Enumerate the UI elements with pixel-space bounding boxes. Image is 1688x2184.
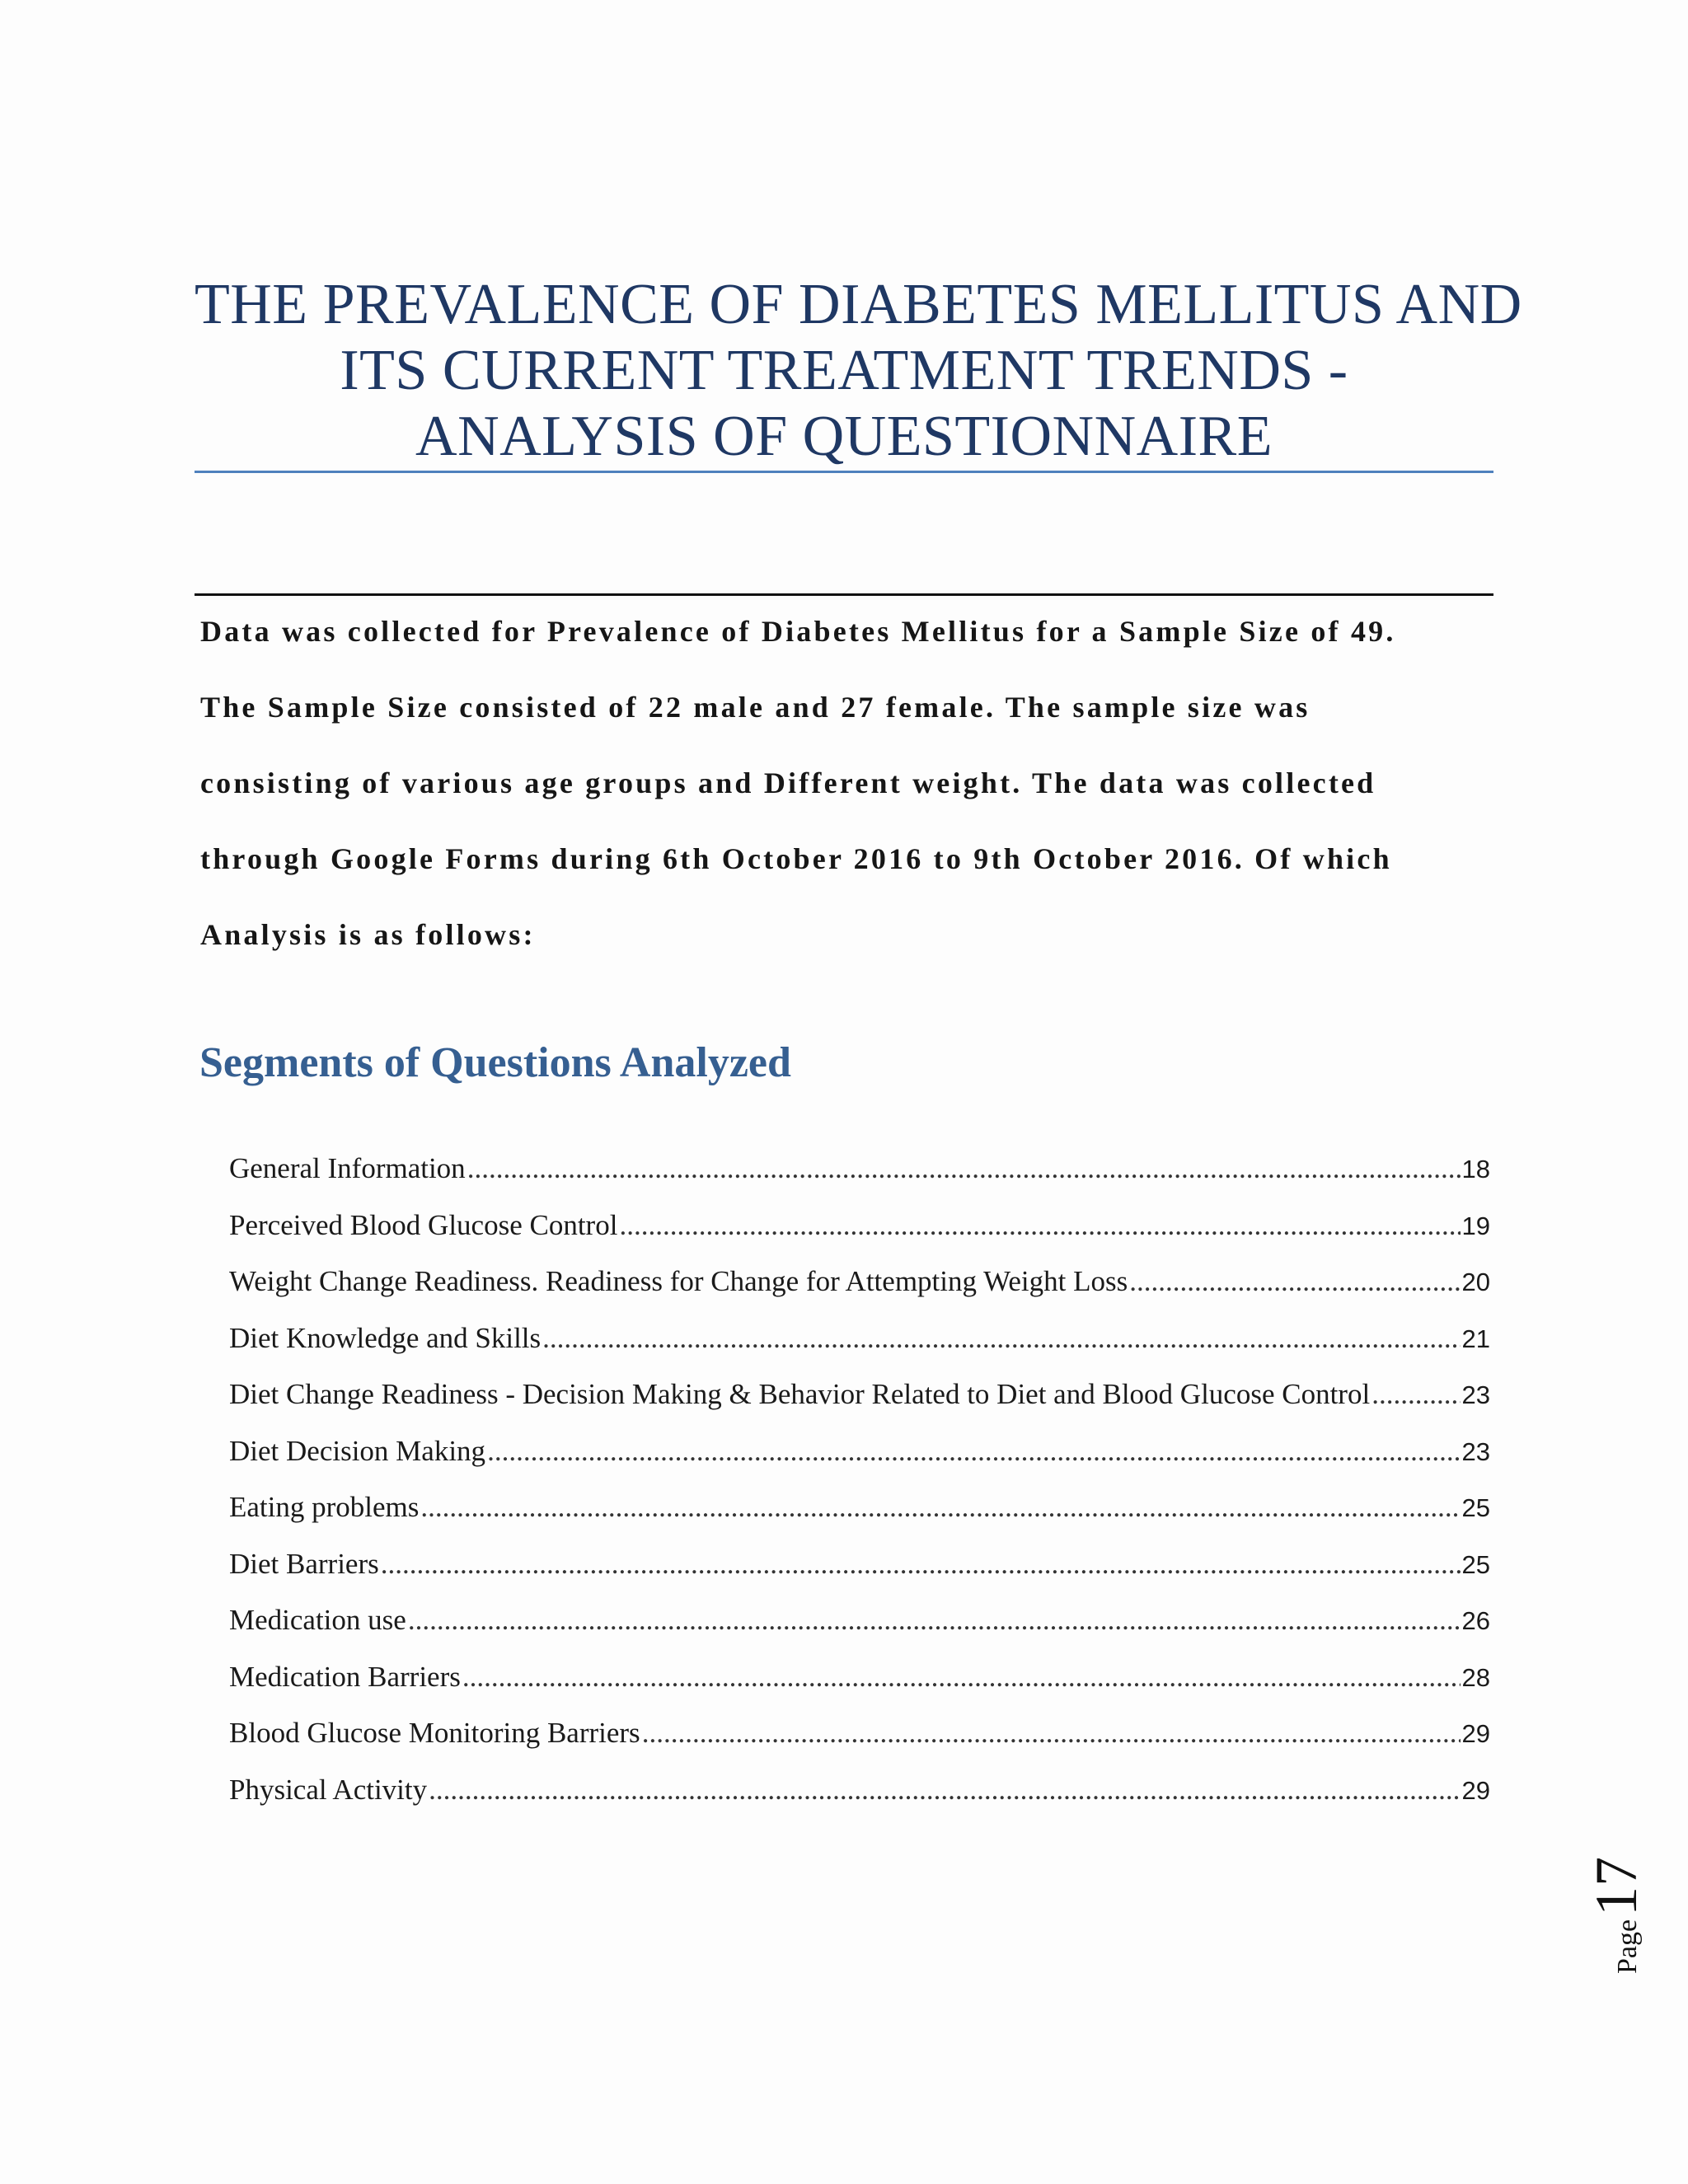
intro-line: Data was collected for Prevalence of Diabetes Mellitus for a Sample Size of 49. — [200, 615, 1396, 648]
toc-dot-leader — [619, 1209, 1460, 1242]
toc-entry-label: Perceived Blood Glucose Control — [229, 1208, 618, 1241]
toc-entry-label: Diet Barriers — [229, 1547, 379, 1580]
toc-dot-leader — [420, 1491, 1460, 1524]
toc-dot-leader — [467, 1152, 1461, 1185]
title-line: ANALYSIS OF QUESTIONNAIRE — [415, 405, 1273, 468]
intro-line: The Sample Size consisted of 22 male and 27 female. The sample size was — [200, 691, 1311, 724]
toc-entry[interactable] — [229, 1548, 1490, 1605]
toc-entry-page: 20 — [1461, 1268, 1490, 1296]
document-title — [195, 272, 1522, 470]
intro-line: Analysis is as follows: — [200, 918, 536, 951]
toc-entry-page: 21 — [1461, 1324, 1490, 1353]
toc-entry[interactable] — [229, 1774, 1490, 1830]
page-number-value: 17 — [1583, 1856, 1649, 1916]
toc-dot-leader — [462, 1661, 1461, 1694]
toc-entry[interactable] — [229, 1435, 1490, 1492]
toc-entry-label: Eating problems — [229, 1491, 420, 1523]
toc-dot-leader — [1129, 1265, 1460, 1298]
toc-entry-page: 25 — [1461, 1549, 1490, 1579]
title-underline — [195, 471, 1493, 473]
toc-entry-label: Medication use — [229, 1604, 406, 1636]
toc-entry-page: 19 — [1461, 1211, 1490, 1240]
toc-entry[interactable] — [229, 1322, 1490, 1379]
toc-entry-page: 29 — [1461, 1719, 1490, 1748]
intro-paragraph — [200, 593, 1503, 972]
toc-dot-leader — [1372, 1378, 1460, 1411]
section-heading: Segments of Questions Analyzed — [199, 1039, 791, 1086]
title-line: THE PREVALENCE OF DIABETES MELLITUS AND — [195, 273, 1522, 336]
toc-entry-label: General Information — [229, 1152, 466, 1184]
toc-entry-label: Diet Decision Making — [229, 1434, 486, 1467]
intro-line: through Google Forms during 6th October 2016 to 9th October 2016. Of which — [200, 842, 1392, 875]
table-of-contents — [229, 1152, 1490, 1830]
toc-dot-leader — [487, 1435, 1460, 1468]
toc-entry-label: Diet Change Readiness - Decision Making & Behavior Related to Diet and Blood Glucose Control — [229, 1378, 1371, 1410]
toc-entry-page: 26 — [1461, 1606, 1490, 1635]
toc-dot-leader — [408, 1604, 1461, 1637]
toc-entry-label: Physical Activity — [229, 1773, 428, 1806]
toc-dot-leader — [642, 1717, 1461, 1750]
toc-entry-page: 18 — [1461, 1155, 1490, 1183]
toc-entry-label: Weight Change Readiness. Readiness for Change for Attempting Weight Loss — [229, 1265, 1128, 1297]
toc-entry-label: Blood Glucose Monitoring Barriers — [229, 1717, 640, 1749]
toc-entry[interactable] — [229, 1717, 1490, 1774]
toc-entry[interactable] — [229, 1604, 1490, 1661]
toc-entry-label: Medication Barriers — [229, 1660, 461, 1693]
toc-dot-leader — [542, 1322, 1460, 1355]
toc-entry-page: 23 — [1461, 1380, 1490, 1409]
toc-dot-leader — [381, 1548, 1461, 1581]
intro-line: consisting of various age groups and Different weight. The data was collected — [200, 766, 1376, 799]
toc-entry-label: Diet Knowledge and Skills — [229, 1321, 542, 1354]
toc-entry[interactable] — [229, 1378, 1490, 1435]
toc-entry[interactable] — [229, 1661, 1490, 1718]
toc-entry[interactable] — [229, 1152, 1490, 1209]
toc-entry[interactable] — [229, 1209, 1490, 1266]
page-number-word: Page — [1612, 1919, 1643, 1974]
toc-entry-page: 23 — [1461, 1436, 1490, 1466]
toc-entry-page: 28 — [1461, 1662, 1490, 1692]
page-number — [1582, 1857, 1651, 1974]
toc-entry-page: 29 — [1461, 1775, 1490, 1805]
toc-entry-page: 25 — [1461, 1493, 1490, 1522]
toc-dot-leader — [429, 1774, 1460, 1807]
title-line: ITS CURRENT TREATMENT TRENDS - — [340, 339, 1348, 402]
toc-entry[interactable] — [229, 1265, 1490, 1322]
toc-entry[interactable] — [229, 1491, 1490, 1548]
